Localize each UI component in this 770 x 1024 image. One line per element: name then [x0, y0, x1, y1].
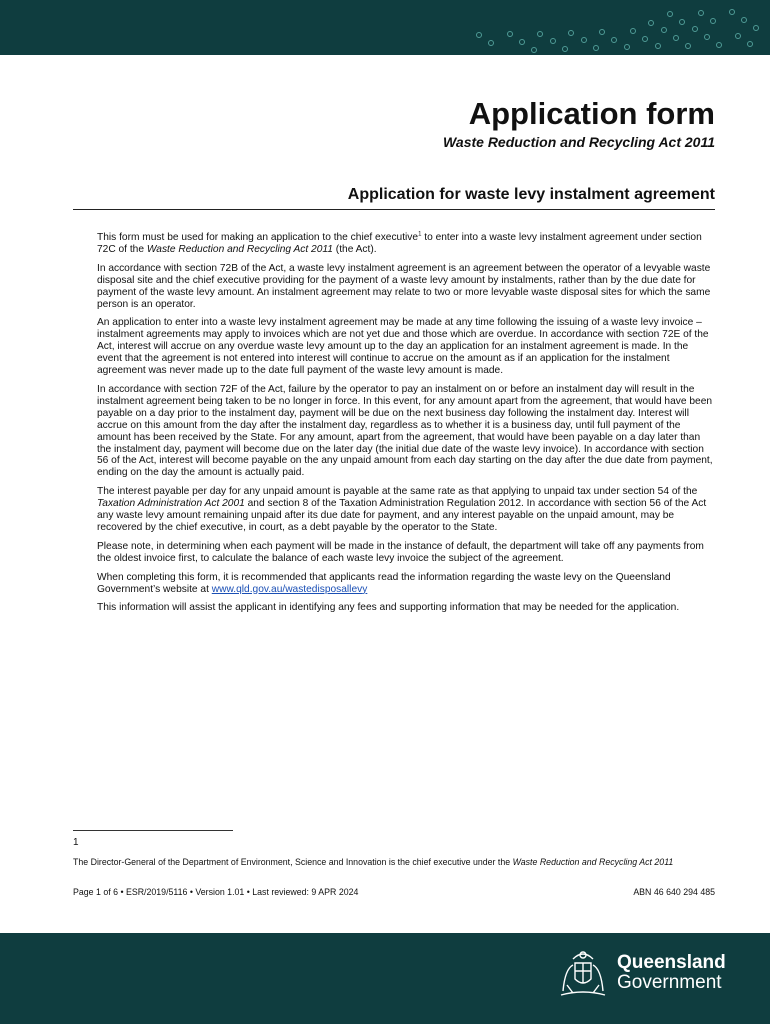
decorative-dot	[710, 18, 716, 24]
logo-text-government: Government	[617, 972, 722, 993]
decorative-dot	[624, 44, 630, 50]
paragraph-interest: The interest payable per day for any unpaid amount is payable at the same rate as that applying to unpaid tax under section 54 of the Taxation Administration Act 2001 and section 8 of the Taxation Administration Regulation 2012. In accordance with section 56 of the Act any waste levy amount remaining unpaid after its due date for payment, and any interest payable on the unpaid amount, may be recovered by the chief executive, in court, as a debt payable by the operator to the State.	[97, 486, 707, 533]
section-heading: Application for waste levy instalment agreement	[73, 185, 715, 210]
paragraph-default-note: Please note, in determining when each payment will be made in the instance of default, the department will take off any payments from the oldest invoice first, to calculate the balance of each waste levy invoice the subject of the agreement.	[97, 540, 704, 564]
decorative-dot	[537, 31, 543, 37]
paragraph-section-72e: An application to enter into a waste levy instalment agreement may be made at any time following the issuing of a waste levy invoice – instalment agreements may apply to invoices which are not yet due and those which are overdue. In accordance with section 72E of the Act, interest will accrue on any overdue waste levy amount up to the day an application for an instalment agreement is made. In the event that the agreement is not entered into interest will continue to accrue on the amount as if an application for the instalment agreement was never made up to the date full payment of the waste levy amount is made.	[97, 317, 709, 377]
paragraph-assist: This information will assist the applicant in identifying any fees and supporting information that may be needed for the application.	[97, 602, 680, 614]
decorative-dot	[611, 37, 617, 43]
footnote-text: The Director-General of the Department of Environment, Science and Innovation is the chief executive under the Waste Reduction and Recycling Act 2011	[73, 857, 674, 867]
decorative-dot	[741, 17, 747, 23]
decorative-dot	[685, 43, 691, 49]
footnote-number: 1	[73, 837, 79, 848]
decorative-dot	[698, 10, 704, 16]
decorative-dot	[673, 35, 679, 41]
paragraph-section-72b: In accordance with section 72B of the Act, a waste levy instalment agreement is an agreement between the operator of a levyable waste disposal site and the chief executive providing for the payment of a waste levy amount by instalments, rather than by the due date for payment of the waste levy amount. An instalment agreement may relate to two or more levyable waste disposal sites for which the same person is an operator.	[97, 262, 711, 310]
decorative-dot	[568, 30, 574, 36]
decorative-dot	[562, 46, 568, 52]
footer-page-info: Page 1 of 6 • ESR/2019/5116 • Version 1.01 • Last reviewed: 9 APR 2024	[73, 887, 359, 897]
decorative-dot	[753, 25, 759, 31]
decorative-dot	[735, 33, 741, 39]
decorative-dot	[704, 34, 710, 40]
page-footer	[73, 887, 715, 897]
document-body	[73, 232, 715, 614]
decorative-dot	[729, 9, 735, 15]
decorative-dot	[599, 29, 605, 35]
queensland-government-logo	[555, 945, 726, 1001]
waste-levy-website-link[interactable]: www.qld.gov.au/wastedisposallevy	[211, 583, 368, 595]
decorative-dot	[531, 47, 537, 53]
document-page	[73, 95, 715, 621]
decorative-dot	[593, 45, 599, 51]
decorative-dot	[630, 28, 636, 34]
decorative-dot	[655, 43, 661, 49]
decorative-dot	[667, 11, 673, 17]
decorative-dot	[661, 27, 667, 33]
paragraph-website: When completing this form, it is recommended that applicants read the information regarding the waste levy on the Queensland Government’s website at www.qld.gov.au/wastedisposallevy	[97, 571, 671, 595]
page-title: Application form	[468, 96, 715, 131]
paragraph-intro: This form must be used for making an application to the chief executive$^1$ to enter into a waste levy instalment agreement under section 72C of the Waste Reduction and Recycling Act 2011 (the Act).	[97, 231, 702, 255]
decorative-dot	[581, 37, 587, 43]
decorative-dot	[679, 19, 685, 25]
footnote-ref[interactable]: 1	[418, 231, 422, 238]
decorative-dot	[519, 39, 525, 45]
logo-text-queensland: Queensland	[617, 952, 726, 973]
decorative-dot	[642, 36, 648, 42]
decorative-dot	[716, 42, 722, 48]
decorative-dot	[648, 20, 654, 26]
decorative-dot	[747, 41, 753, 47]
footer-abn: ABN 46 640 294 485	[633, 887, 715, 897]
decorative-dot	[488, 40, 494, 46]
decorative-dot	[692, 26, 698, 32]
decorative-dot	[476, 32, 482, 38]
decorative-dot	[507, 31, 513, 37]
footnote-divider	[73, 830, 233, 831]
queensland-coat-of-arms-icon	[555, 945, 611, 1001]
decorative-dot	[550, 38, 556, 44]
paragraph-section-72f: In accordance with section 72F of the Act, failure by the operator to pay an instalment on or before an instalment day will result in the instalment agreement being taken to be no longer in force. In this event, for any amount apart from the agreement, that would have been payable on a day prior to the instalment day, payment will be due on the next business day following the instalment day. Interest will accrue on this amount from the day after the instalment day, regardless as to whether it is a business day, until full payment of the amount has been received by the State. For any amount, apart from the agreement, that would have been payable on a day later than the instalment day, payment will become due on the later day (the initial due date of the waste levy invoice). In accordance with section 56 of the Act, interest will become payable on the any unpaid amount from each day starting on the day after the due date from payment, ending on the day the amount is actually paid.	[97, 383, 713, 479]
page-subtitle: Waste Reduction and Recycling Act 2011	[442, 134, 715, 150]
header-band	[0, 0, 770, 55]
